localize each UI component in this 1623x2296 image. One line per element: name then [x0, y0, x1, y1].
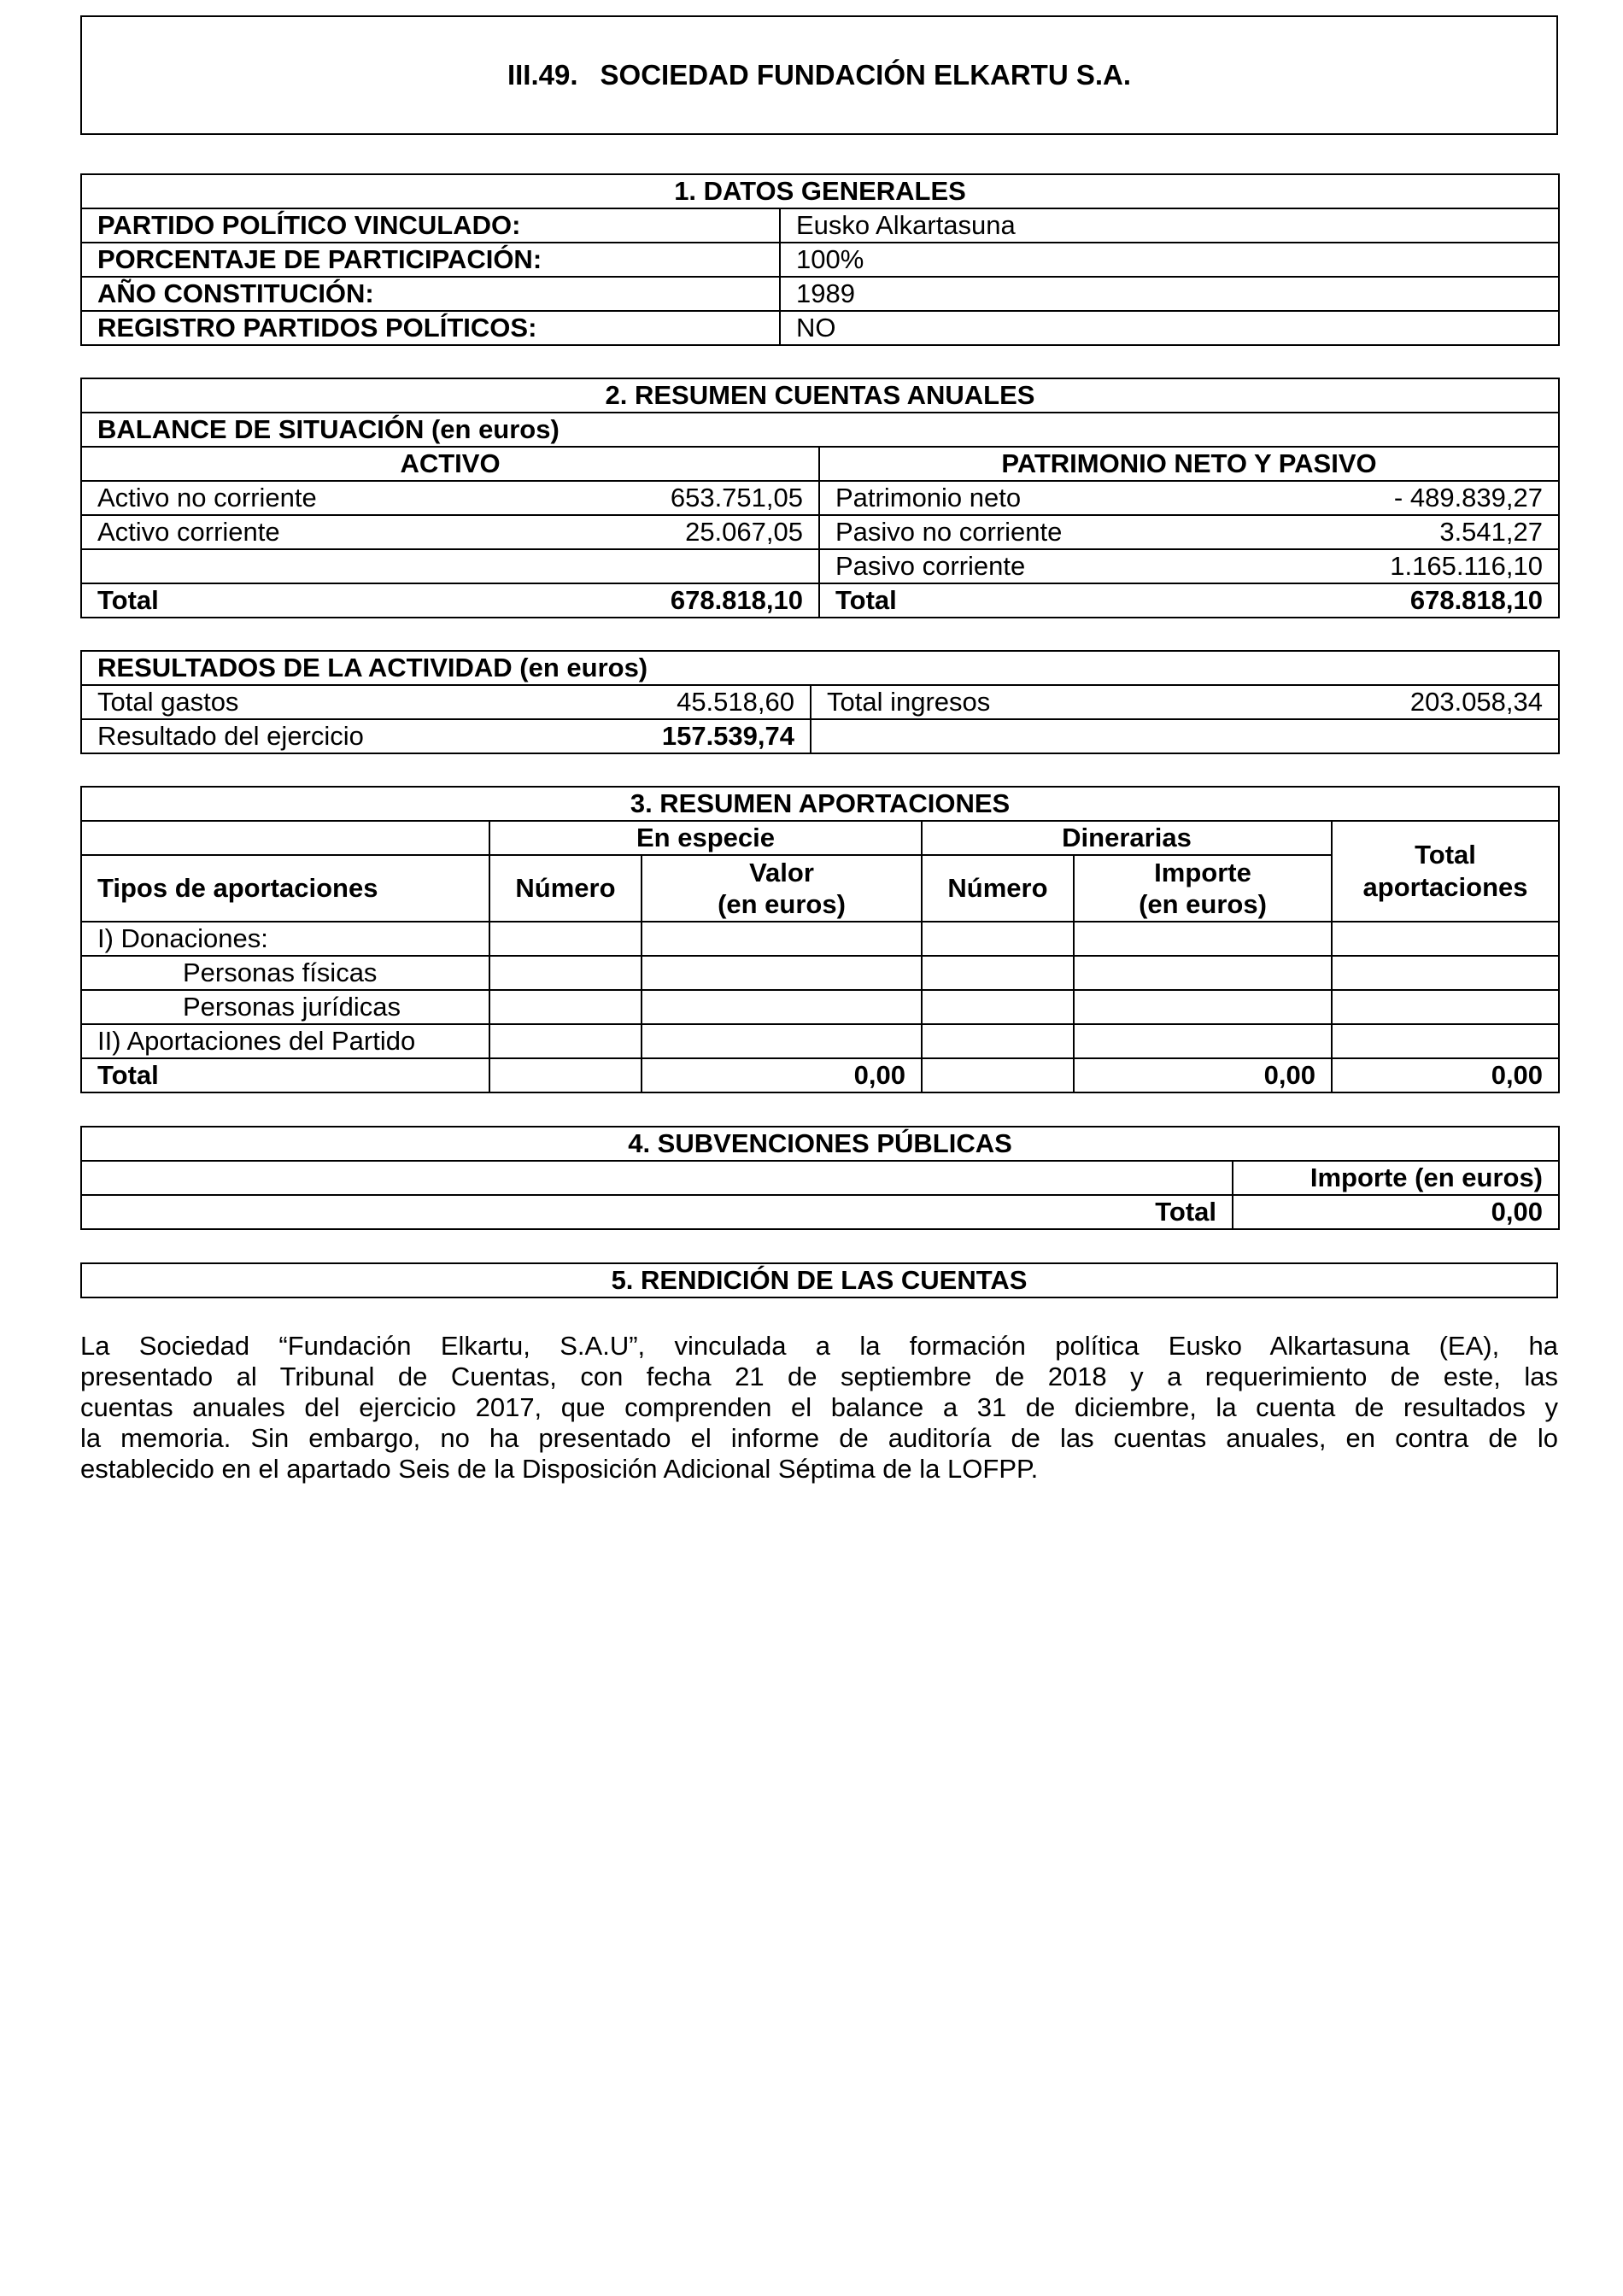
pasivo-label: Pasivo corriente	[819, 549, 1228, 583]
datos-generales-table	[80, 173, 1560, 346]
empty-cell	[642, 1024, 922, 1058]
cuentas-anuales-section	[80, 378, 1558, 618]
aportaciones-title: 3. RESUMEN APORTACIONES	[81, 787, 1559, 821]
table-row	[81, 481, 1559, 515]
row-label: I) Donaciones:	[81, 922, 489, 956]
total-row	[81, 1058, 1559, 1092]
table-row	[81, 685, 1559, 719]
importe-header-line2: (en euros)	[1139, 889, 1267, 919]
row-label: Personas jurídicas	[81, 990, 489, 1024]
activo-value: 653.751,05	[448, 481, 819, 515]
activo-total-label: Total	[81, 583, 448, 618]
paragraph-line: la memoria. Sin embargo, no ha presentado el informe de auditoría de las cuentas anuales, en contra de lo	[80, 1423, 1558, 1453]
row-label: AÑO CONSTITUCIÓN:	[81, 277, 780, 311]
document-title-box	[80, 15, 1558, 135]
paragraph-line: cuentas anuales del ejercicio 2017, que comprenden el balance a 31 de diciembre, la cuenta de resultados y	[80, 1392, 1558, 1422]
empty-cell	[1332, 990, 1559, 1024]
table-row	[81, 515, 1559, 549]
row-label: Personas físicas	[81, 956, 489, 990]
table-row	[81, 990, 1559, 1024]
total-value: 0,00	[1233, 1195, 1559, 1229]
balance-table	[80, 378, 1560, 618]
numero-dinerarias-header: Número	[922, 855, 1074, 922]
tipos-header: Tipos de aportaciones	[81, 855, 489, 922]
document-page	[80, 15, 1558, 1484]
empty-cell	[489, 1024, 642, 1058]
total-aportaciones-value: 0,00	[1332, 1058, 1559, 1092]
activo-label	[81, 549, 448, 583]
subvenciones-section	[80, 1126, 1558, 1230]
empty-cell	[1074, 1024, 1332, 1058]
total-valor: 0,00	[642, 1058, 922, 1092]
aportaciones-table	[80, 786, 1560, 1093]
valor-header	[642, 855, 922, 922]
section-number: III.49.	[507, 59, 578, 91]
total-label: Total	[81, 1058, 489, 1092]
balance-subtitle: BALANCE DE SITUACIÓN (en euros)	[81, 413, 1559, 447]
empty-cell	[1332, 1024, 1559, 1058]
empty-cell	[81, 1161, 1233, 1195]
en-especie-header: En especie	[489, 821, 922, 855]
pasivo-header: PATRIMONIO NETO Y PASIVO	[819, 447, 1559, 481]
total-row	[81, 583, 1559, 618]
row-value: 1989	[780, 277, 1559, 311]
empty-cell	[811, 719, 1559, 753]
empty-cell	[642, 956, 922, 990]
empty-cell	[922, 956, 1074, 990]
row-label: II) Aportaciones del Partido	[81, 1024, 489, 1058]
pasivo-value: 3.541,27	[1228, 515, 1559, 549]
empty-cell	[81, 821, 489, 855]
total-aportaciones-line2: aportaciones	[1362, 872, 1528, 902]
aportaciones-section	[80, 786, 1558, 1093]
table-row	[81, 208, 1559, 243]
table-row	[81, 719, 1559, 753]
table-row	[81, 956, 1559, 990]
resultados-title: RESULTADOS DE LA ACTIVIDAD (en euros)	[81, 651, 1559, 685]
gastos-value: 45.518,60	[448, 685, 811, 719]
activo-value	[448, 549, 819, 583]
row-value: NO	[780, 311, 1559, 345]
empty-cell	[489, 956, 642, 990]
document-title: SOCIEDAD FUNDACIÓN ELKARTU S.A.	[600, 59, 1132, 91]
total-aportaciones-line1: Total	[1415, 840, 1476, 870]
resultado-value: 157.539,74	[448, 719, 811, 753]
subvenciones-table	[80, 1126, 1560, 1230]
empty-cell	[642, 990, 922, 1024]
cuentas-anuales-title: 2. RESUMEN CUENTAS ANUALES	[81, 378, 1559, 413]
datos-generales-section	[80, 173, 1558, 346]
empty-cell	[489, 1058, 642, 1092]
row-value: Eusko Alkartasuna	[780, 208, 1559, 243]
importe-header	[1074, 855, 1332, 922]
total-importe: 0,00	[1074, 1058, 1332, 1092]
empty-cell	[642, 922, 922, 956]
resultados-section	[80, 650, 1558, 754]
row-label: PORCENTAJE DE PARTICIPACIÓN:	[81, 243, 780, 277]
numero-especie-header: Número	[489, 855, 642, 922]
ingresos-value: 203.058,34	[1202, 685, 1559, 719]
activo-label: Activo no corriente	[81, 481, 448, 515]
activo-total-value: 678.818,10	[448, 583, 819, 618]
datos-generales-title: 1. DATOS GENERALES	[81, 174, 1559, 208]
rendicion-paragraph	[80, 1331, 1558, 1485]
empty-cell	[922, 1058, 1074, 1092]
total-row	[81, 1195, 1559, 1229]
empty-cell	[1332, 922, 1559, 956]
pasivo-total-label: Total	[819, 583, 1228, 618]
importe-header: Importe (en euros)	[1233, 1161, 1559, 1195]
paragraph-line: establecido en el apartado Seis de la Disposición Adicional Séptima de la LOFPP.	[80, 1454, 1039, 1484]
table-row	[81, 311, 1559, 345]
activo-label: Activo corriente	[81, 515, 448, 549]
empty-cell	[922, 922, 1074, 956]
row-label: PARTIDO POLÍTICO VINCULADO:	[81, 208, 780, 243]
pasivo-value: 1.165.116,10	[1228, 549, 1559, 583]
total-aportaciones-header	[1332, 821, 1559, 922]
table-row	[81, 1024, 1559, 1058]
table-row	[81, 922, 1559, 956]
table-row	[81, 243, 1559, 277]
empty-cell	[1074, 990, 1332, 1024]
resultado-label: Resultado del ejercicio	[81, 719, 448, 753]
empty-cell	[489, 990, 642, 1024]
empty-cell	[489, 922, 642, 956]
table-row	[81, 277, 1559, 311]
rendicion-title: 5. RENDICIÓN DE LAS CUENTAS	[81, 1263, 1557, 1297]
row-label: REGISTRO PARTIDOS POLÍTICOS:	[81, 311, 780, 345]
empty-cell	[1332, 956, 1559, 990]
pasivo-label: Patrimonio neto	[819, 481, 1228, 515]
empty-cell	[1074, 956, 1332, 990]
pasivo-label: Pasivo no corriente	[819, 515, 1228, 549]
rendicion-section	[80, 1262, 1558, 1298]
total-label: Total	[81, 1195, 1233, 1229]
gastos-label: Total gastos	[81, 685, 448, 719]
empty-cell	[922, 1024, 1074, 1058]
pasivo-total-value: 678.818,10	[1228, 583, 1559, 618]
pasivo-value: - 489.839,27	[1228, 481, 1559, 515]
ingresos-label: Total ingresos	[811, 685, 1202, 719]
rendicion-table	[80, 1262, 1558, 1298]
paragraph-line: presentado al Tribunal de Cuentas, con fecha 21 de septiembre de 2018 y a requerimiento de este, las	[80, 1362, 1558, 1391]
subvenciones-title: 4. SUBVENCIONES PÚBLICAS	[81, 1127, 1559, 1161]
resultados-table	[80, 650, 1560, 754]
paragraph-line: La Sociedad “Fundación Elkartu, S.A.U”, vinculada a la formación política Eusko Alkartasuna (EA), ha	[80, 1331, 1558, 1361]
activo-header: ACTIVO	[81, 447, 819, 481]
row-value: 100%	[780, 243, 1559, 277]
table-row	[81, 549, 1559, 583]
valor-header-line2: (en euros)	[718, 889, 846, 919]
importe-header-line1: Importe	[1154, 858, 1251, 887]
empty-cell	[1074, 922, 1332, 956]
activo-value: 25.067,05	[448, 515, 819, 549]
empty-cell	[922, 990, 1074, 1024]
valor-header-line1: Valor	[749, 858, 814, 887]
dinerarias-header: Dinerarias	[922, 821, 1332, 855]
